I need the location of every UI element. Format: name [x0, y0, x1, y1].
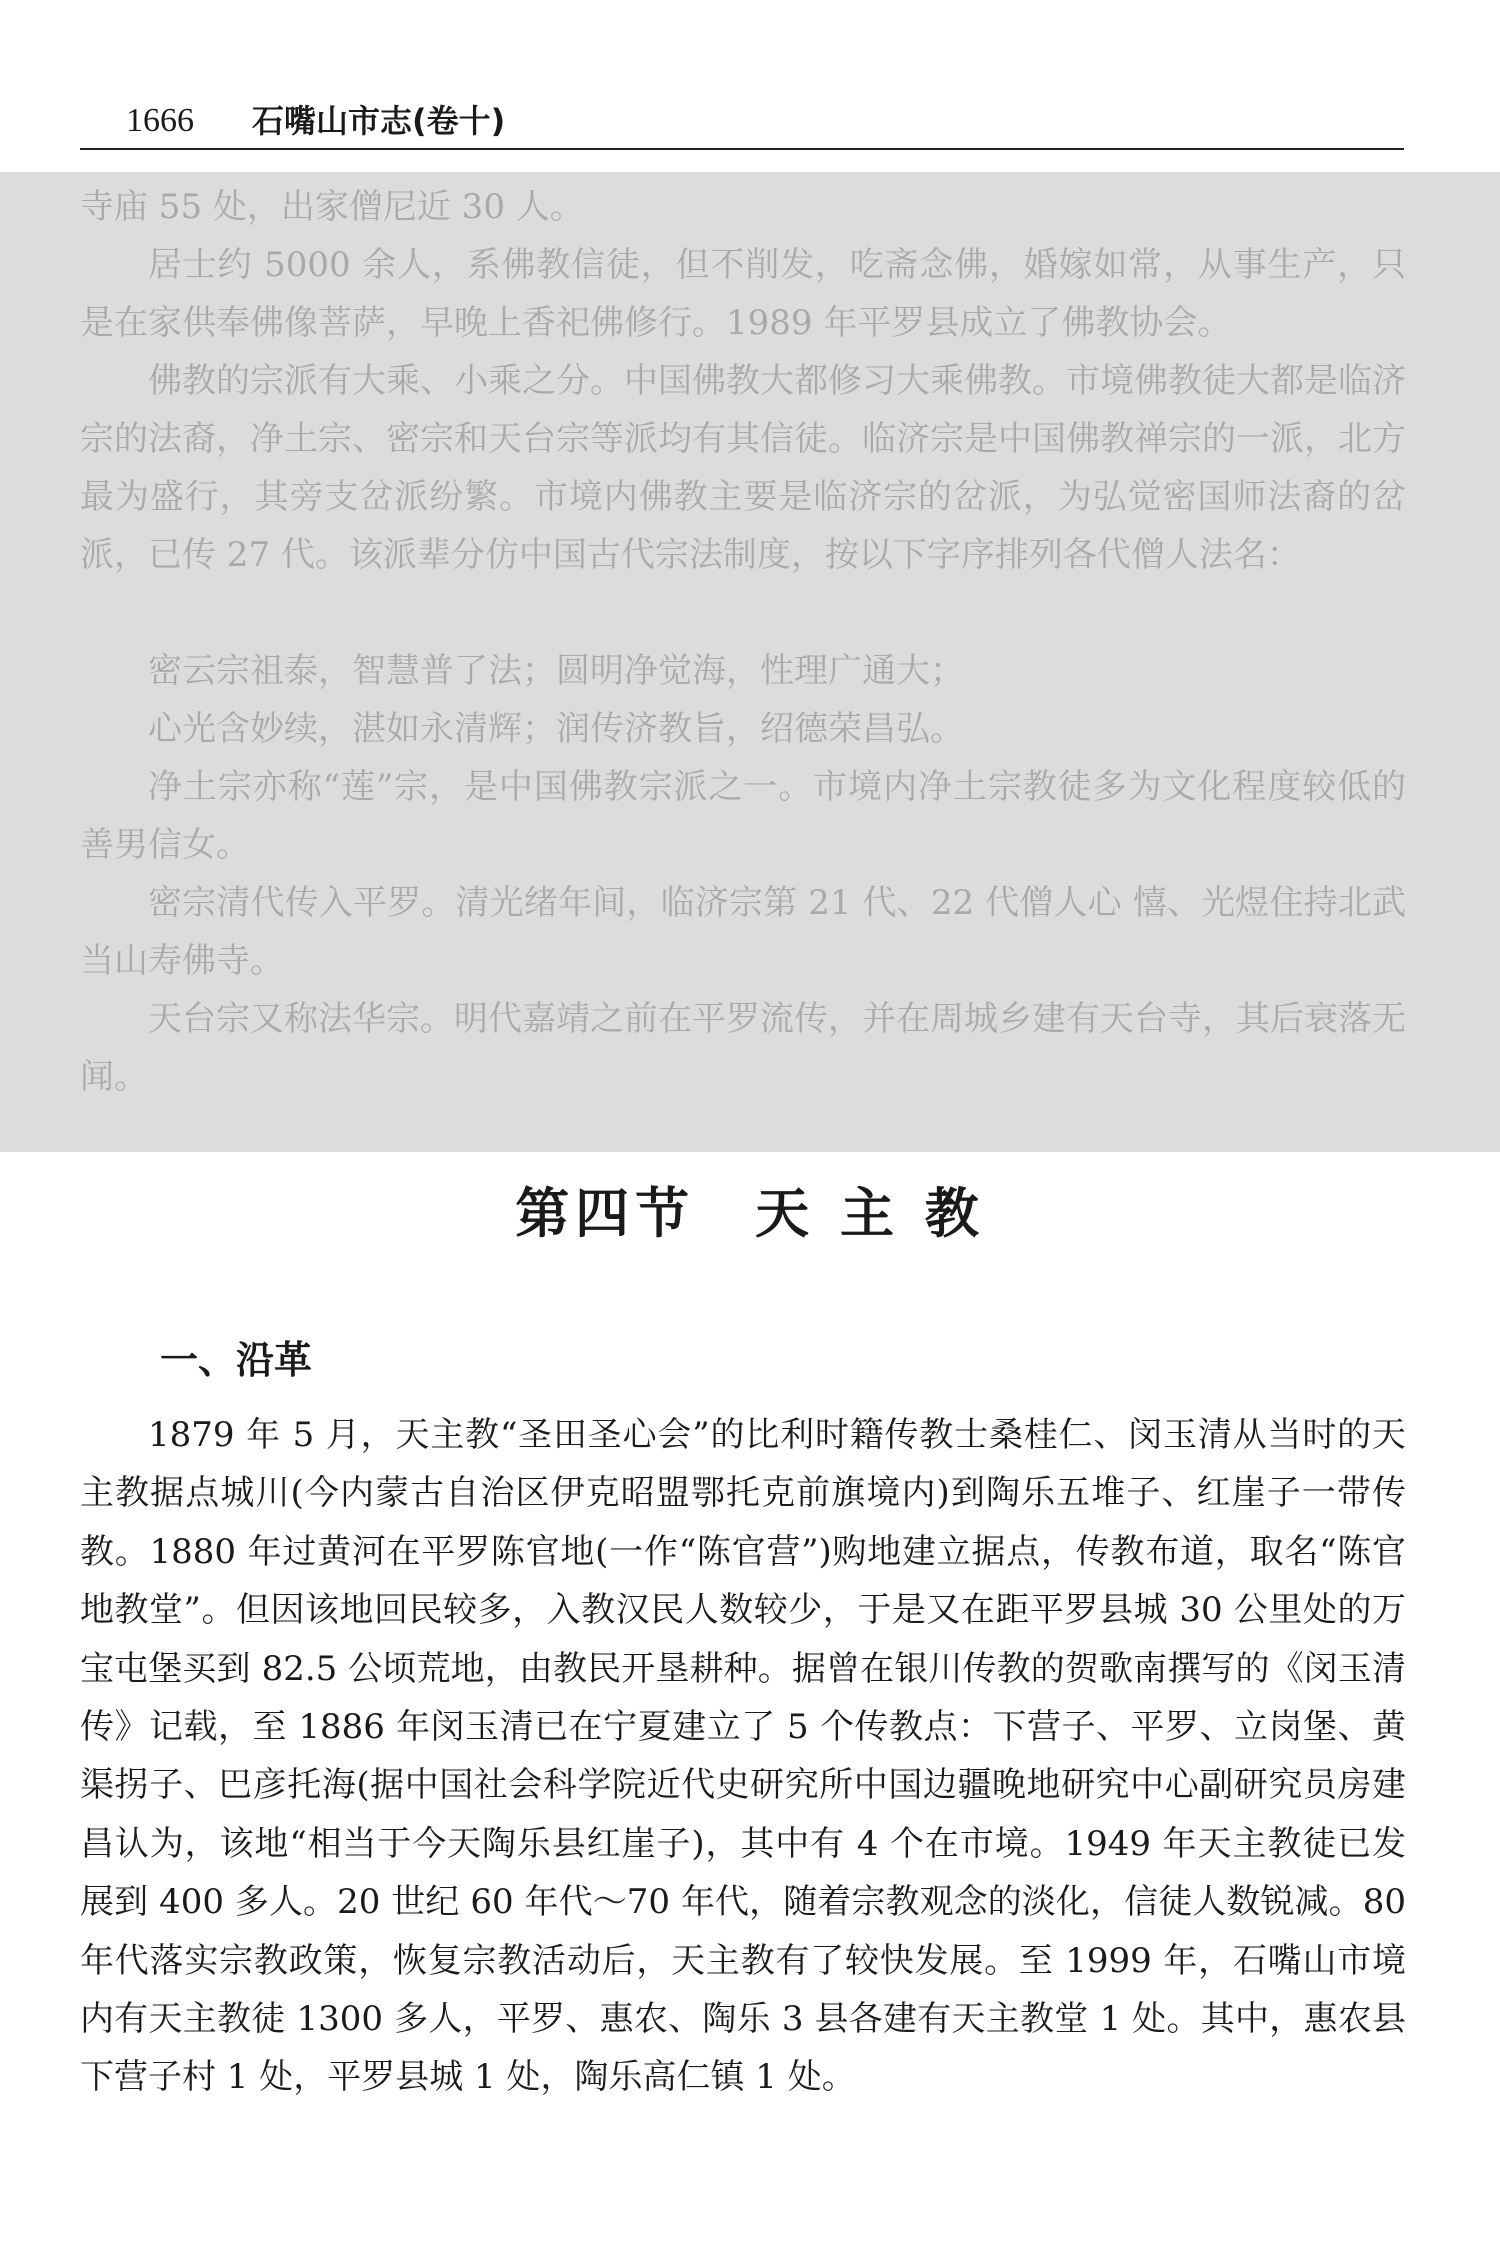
shaded-paragraph: 净土宗亦称“莲”宗，是中国佛教宗派之一。市境内净土宗教徒多为文化程度较低的善男信女。	[80, 767, 1406, 865]
subsection-title: 一、沿革	[160, 1338, 313, 1382]
shaded-paragraph: 天台宗又称法华宗。明代嘉靖之前在平罗流传，并在周城乡建有天台寺，其后衰落无闻。	[80, 999, 1406, 1097]
section-title: 第四节 天 主 教	[515, 1181, 985, 1245]
shaded-paragraph: 居士约 5000 余人，系佛教信徒，但不削发，吃斋念佛，婚嫁如常，从事生产，只是在家供奉佛像菩萨，早晚上香祀佛修行。1989 年平罗县成立了佛教协会。	[80, 245, 1406, 343]
shaded-verse-line: 密云宗祖泰，智慧普了法；圆明净觉海，性理广通大；	[148, 651, 964, 691]
shaded-paragraph: 寺庙 55 处，出家僧尼近 30 人。	[80, 187, 584, 227]
page-number: 1666	[126, 102, 194, 139]
shaded-paragraph: 密宗清代传入平罗。清光绪年间，临济宗第 21 代、22 代僧人心 憘、光煜住持北武当山寿佛寺。	[80, 883, 1406, 981]
shaded-verse-line: 心光含妙续，湛如永清辉；润传济教旨，绍德荣昌弘。	[148, 709, 964, 749]
page-header	[80, 98, 1404, 150]
shaded-paragraph: 佛教的宗派有大乘、小乘之分。中国佛教大都修习大乘佛教。市境佛教徒大都是临济宗的法裔，净土宗、密宗和天台宗等派均有其信徒。临济宗是中国佛教禅宗的一派，北方最为盛行，其旁支岔派纷繁。市境内佛教主要是临济宗的岔派，为弘觉密国师法裔的岔派，已传 27 代。该派辈分仿中国古代宗法制度，按以下字序排列各代僧人法名：	[80, 361, 1406, 575]
body-paragraph: 1879 年 5 月，天主教“圣田圣心会”的比利时籍传教士桑桂仁、闵玉清从当时的天主教据点城川(今内蒙古自治区伊克昭盟鄂托克前旗境内)到陶乐五堆子、红崖子一带传教。1880 年过黄河在平罗陈官地(一作“陈官营”)购地建立据点，传教布道，取名“陈官地教堂”。但因该地回民较多，入教汉民人数较少，于是又在距平罗县城 30 公里处的万宝屯堡买到 82.5 公顷荒地，由教民开垦耕种。据曾在银川传教的贺歌南撰写的《闵玉清传》记载，至 1886 年闵玉清已在宁夏建立了 5 个传教点：下营子、平罗、立岗堡、黄渠拐子、巴彦托海(据中国社会科学院近代史研究所中国边疆晚地研究中心副研究员房建昌认为，该地“相当于今天陶乐县红崖子)，其中有 4 个在市境。1949 年天主教徒已发展到 400 多人。20 世纪 60 年代～70 年代，随着宗教观念的淡化，信徒人数锐减。80 年代落实宗教政策，恢复宗教活动后，天主教有了较快发展。至 1999 年，石嘴山市境内有天主教徒 1300 多人，平罗、惠农、陶乐 3 县各建有天主教堂 1 处。其中，惠农县下营子村 1 处，平罗县城 1 处，陶乐高仁镇 1 处。	[80, 1415, 1406, 2098]
shaded-previous-content	[0, 172, 1500, 1152]
book-title: 石嘴山市志(卷十)	[252, 102, 506, 140]
